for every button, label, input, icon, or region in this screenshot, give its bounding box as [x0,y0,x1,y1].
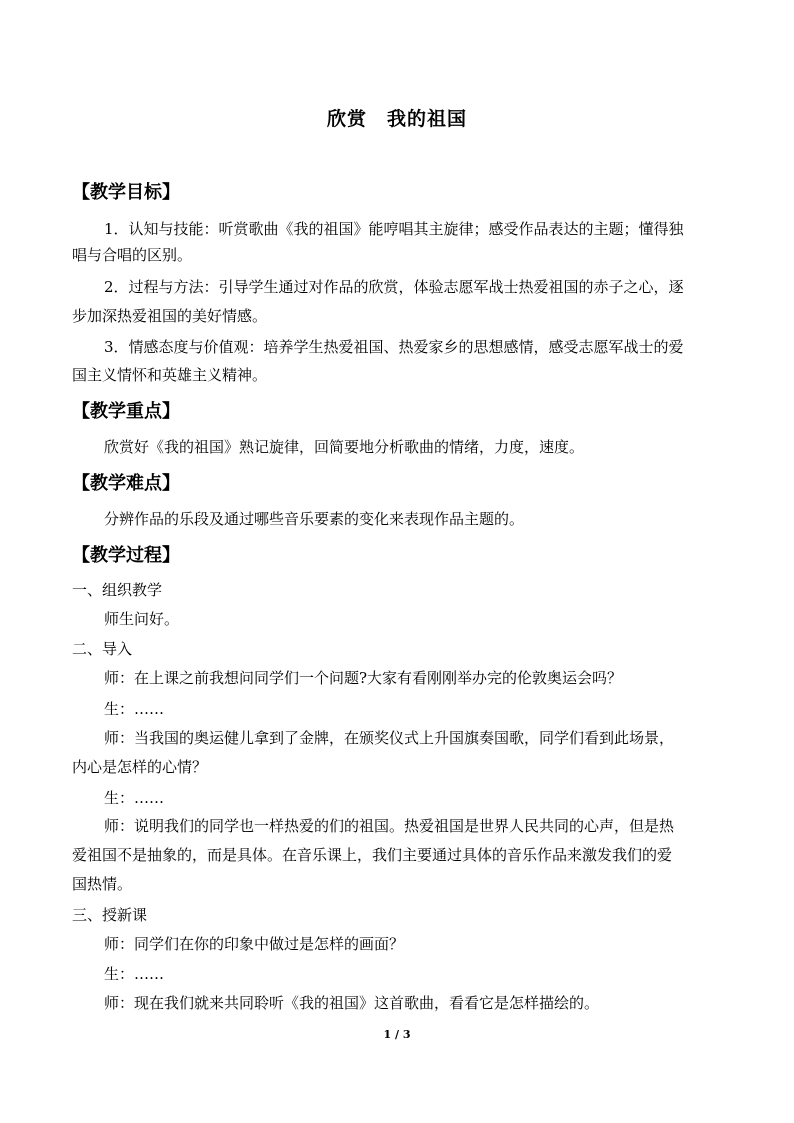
section-heading-difficulty: 【教学难点】 [72,473,180,494]
page-number: 1 / 3 [383,1028,411,1041]
goals-line: 3．情感态度与价值观：培养学生热爱祖国、热爱家乡的思想感情，感受志愿军战士的爱 [104,338,684,356]
process-line: 师：现在我们就来共同聆听《我的祖国》这首歌曲，看看它是怎样描绘的。 [104,994,600,1012]
process-line: 师：在上课之前我想问同学们一个问题?大家有看刚刚举办完的伦敦奥运会吗？ [104,669,623,687]
section-heading-process: 【教学过程】 [72,545,180,566]
goals-line: 国主义情怀和英雄主义精神。 [72,366,268,384]
process-line: 生：…… [104,700,165,718]
process-step-heading: 二、导入 [72,640,133,658]
goals-line: 1．认知与技能：听赏歌曲《我的祖国》能哼唱其主旋律；感受作品表达的主题；懂得独 [104,220,684,238]
process-line: 生：…… [104,965,165,983]
process-step-heading: 三、授新课 [72,906,148,924]
goals-line: 2．过程与方法：引导学生通过对作品的欣赏，体验志愿军战士热爱祖国的赤子之心，逐 [104,278,684,296]
process-line: 爱祖国不是抽象的，而是具体。在音乐课上，我们主要通过具体的音乐作品来激发我们的爱 [72,846,673,864]
goals-line: 唱与合唱的区别。 [72,246,193,264]
process-line: 师：同学们在你的印象中做过是怎样的画面？ [104,935,405,953]
process-line: 国热情。 [72,875,133,893]
process-line: 师：说明我们的同学也一样热爱的们的祖国。热爱祖国是世界人民共同的心声，但是热 [104,817,675,835]
process-line: 师：当我国的奥运健儿拿到了金牌，在颁奖仪式上升国旗奏国歌，同学们看到此场景， [104,729,675,747]
goals-line: 步加深热爱祖国的美好情感。 [72,307,268,325]
section-heading-goals: 【教学目标】 [72,182,180,203]
process-step-heading: 一、组织教学 [72,581,163,599]
process-line: 生：…… [104,789,165,807]
process-line: 内心是怎样的心情？ [72,758,208,776]
process-line: 师生问好。 [104,610,180,628]
difficulty-line: 分辨作品的乐段及通过哪些音乐要素的变化来表现作品主题的。 [104,510,525,528]
section-heading-key: 【教学重点】 [72,401,180,422]
document-title: 欣赏 我的祖国 [326,108,467,130]
key-line: 欣赏好《我的祖国》熟记旋律，回简要地分析歌曲的情绪，力度，速度。 [104,438,585,456]
